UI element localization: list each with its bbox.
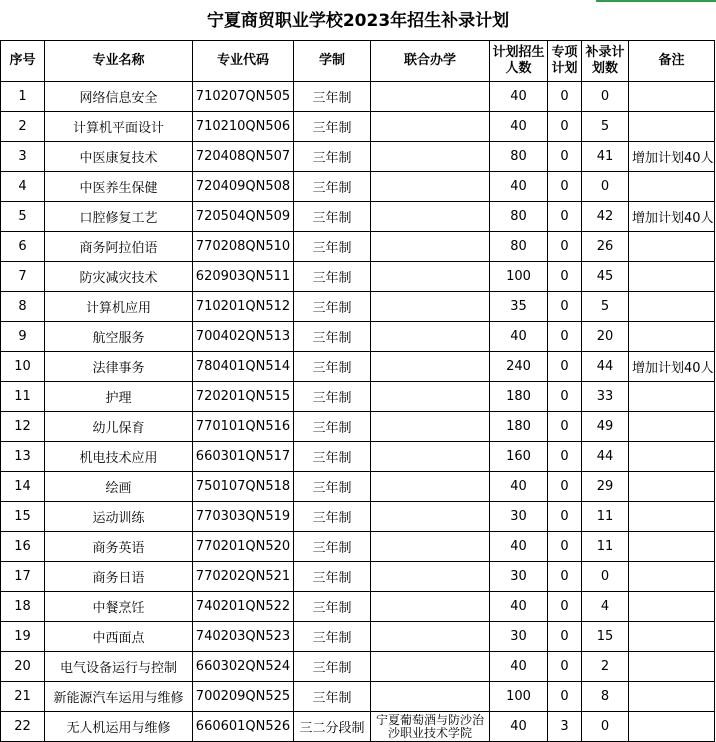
cell-remark (629, 382, 715, 412)
cell-duration: 三年制 (294, 262, 371, 292)
cell-planned: 40 (490, 472, 548, 502)
cell-joint (371, 262, 490, 292)
table-row (1, 592, 715, 622)
cell-major: 商务日语 (45, 562, 193, 592)
header-supplement: 补录计划数 (582, 41, 629, 82)
table-row (1, 232, 715, 262)
cell-duration: 三年制 (294, 562, 371, 592)
cell-code: 780401QN514 (193, 352, 294, 382)
table-row (1, 352, 715, 382)
table-row (1, 112, 715, 142)
header-duration: 学制 (294, 41, 371, 82)
cell-joint (371, 412, 490, 442)
cell-supplement: 4 (582, 592, 629, 622)
cell-code: 710207QN505 (193, 82, 294, 112)
cell-code: 720504QN509 (193, 202, 294, 232)
cell-joint (371, 112, 490, 142)
cell-supplement: 8 (582, 682, 629, 712)
cell-planned: 80 (490, 202, 548, 232)
cell-planned: 100 (490, 262, 548, 292)
cell-planned: 40 (490, 172, 548, 202)
cell-duration: 三年制 (294, 442, 371, 472)
table-row (1, 442, 715, 472)
cell-seq: 22 (1, 712, 45, 742)
cell-major: 中医康复技术 (45, 142, 193, 172)
cell-duration: 三年制 (294, 532, 371, 562)
cell-seq: 6 (1, 232, 45, 262)
cell-duration: 三年制 (294, 352, 371, 382)
cell-code: 620903QN511 (193, 262, 294, 292)
cell-planned: 30 (490, 502, 548, 532)
cell-joint (371, 472, 490, 502)
cell-seq: 8 (1, 292, 45, 322)
cell-joint (371, 232, 490, 262)
cell-duration: 三年制 (294, 82, 371, 112)
cell-special: 0 (548, 502, 582, 532)
cell-seq: 21 (1, 682, 45, 712)
cell-joint (371, 622, 490, 652)
cell-remark (629, 262, 715, 292)
cell-code: 720409QN508 (193, 172, 294, 202)
cell-seq: 2 (1, 112, 45, 142)
cell-special: 0 (548, 592, 582, 622)
cell-major: 商务阿拉伯语 (45, 232, 193, 262)
cell-joint (371, 322, 490, 352)
header-planned: 计划招生人数 (490, 41, 548, 82)
cell-special: 0 (548, 352, 582, 382)
cell-remark (629, 502, 715, 532)
cell-seq: 5 (1, 202, 45, 232)
cell-planned: 30 (490, 622, 548, 652)
cell-planned: 180 (490, 412, 548, 442)
cell-remark (629, 82, 715, 112)
cell-planned: 35 (490, 292, 548, 322)
cell-seq: 12 (1, 412, 45, 442)
cell-supplement: 44 (582, 442, 629, 472)
cell-special: 0 (548, 652, 582, 682)
cell-seq: 17 (1, 562, 45, 592)
table-row (1, 202, 715, 232)
cell-joint (371, 592, 490, 622)
cell-seq: 14 (1, 472, 45, 502)
cell-planned: 40 (490, 82, 548, 112)
cell-seq: 11 (1, 382, 45, 412)
table-row (1, 292, 715, 322)
cell-supplement: 15 (582, 622, 629, 652)
cell-joint (371, 532, 490, 562)
cell-major: 运动训练 (45, 502, 193, 532)
cell-special: 0 (548, 202, 582, 232)
cell-seq: 19 (1, 622, 45, 652)
cell-planned: 240 (490, 352, 548, 382)
cell-special: 0 (548, 322, 582, 352)
cell-duration: 三年制 (294, 652, 371, 682)
cell-planned: 40 (490, 532, 548, 562)
cell-duration: 三年制 (294, 502, 371, 532)
cell-code: 710210QN506 (193, 112, 294, 142)
cell-code: 700209QN525 (193, 682, 294, 712)
cell-major: 航空服务 (45, 322, 193, 352)
cell-duration: 三年制 (294, 412, 371, 442)
cell-duration: 三年制 (294, 322, 371, 352)
cell-joint (371, 202, 490, 232)
table-row (1, 82, 715, 112)
cell-code: 660601QN526 (193, 712, 294, 742)
cell-remark (629, 592, 715, 622)
cell-planned: 40 (490, 592, 548, 622)
cell-duration: 三年制 (294, 172, 371, 202)
cell-seq: 1 (1, 82, 45, 112)
cell-planned: 40 (490, 712, 548, 742)
cell-supplement: 11 (582, 532, 629, 562)
cell-joint (371, 352, 490, 382)
cell-remark (629, 412, 715, 442)
cell-special: 0 (548, 682, 582, 712)
cell-remark (629, 712, 715, 742)
cell-seq: 15 (1, 502, 45, 532)
cell-major: 护理 (45, 382, 193, 412)
cell-supplement: 0 (582, 562, 629, 592)
cell-remark (629, 442, 715, 472)
cell-code: 700402QN513 (193, 322, 294, 352)
cell-special: 0 (548, 82, 582, 112)
cell-planned: 30 (490, 562, 548, 592)
cell-remark (629, 172, 715, 202)
cell-duration: 三年制 (294, 682, 371, 712)
cell-special: 0 (548, 532, 582, 562)
cell-planned: 180 (490, 382, 548, 412)
cell-remark (629, 652, 715, 682)
cell-seq: 9 (1, 322, 45, 352)
accent-line (596, 0, 716, 2)
cell-major: 商务英语 (45, 532, 193, 562)
cell-supplement: 11 (582, 502, 629, 532)
cell-major: 无人机运用与维修 (45, 712, 193, 742)
cell-remark (629, 562, 715, 592)
cell-code: 720201QN515 (193, 382, 294, 412)
cell-code: 740201QN522 (193, 592, 294, 622)
cell-remark: 增加计划40人 (629, 202, 715, 232)
cell-major: 防灾减灾技术 (45, 262, 193, 292)
cell-remark (629, 532, 715, 562)
cell-supplement: 5 (582, 112, 629, 142)
cell-supplement: 29 (582, 472, 629, 502)
cell-seq: 4 (1, 172, 45, 202)
table-row (1, 472, 715, 502)
cell-joint: 宁夏葡萄酒与防沙治沙职业技术学院 (371, 712, 490, 742)
enrollment-table (0, 40, 715, 742)
cell-remark: 增加计划40人 (629, 142, 715, 172)
cell-major: 中西面点 (45, 622, 193, 652)
cell-code: 660302QN524 (193, 652, 294, 682)
cell-duration: 三年制 (294, 202, 371, 232)
cell-supplement: 0 (582, 82, 629, 112)
header-joint: 联合办学 (371, 41, 490, 82)
cell-special: 0 (548, 292, 582, 322)
cell-planned: 40 (490, 652, 548, 682)
cell-special: 0 (548, 562, 582, 592)
cell-remark (629, 292, 715, 322)
header-remark: 备注 (629, 41, 715, 82)
cell-seq: 13 (1, 442, 45, 472)
cell-supplement: 5 (582, 292, 629, 322)
cell-special: 0 (548, 442, 582, 472)
cell-major: 计算机平面设计 (45, 112, 193, 142)
cell-supplement: 42 (582, 202, 629, 232)
cell-major: 绘画 (45, 472, 193, 502)
cell-special: 0 (548, 262, 582, 292)
cell-joint (371, 172, 490, 202)
cell-joint (371, 502, 490, 532)
cell-duration: 三年制 (294, 622, 371, 652)
cell-code: 710201QN512 (193, 292, 294, 322)
table-row (1, 382, 715, 412)
cell-planned: 100 (490, 682, 548, 712)
cell-joint (371, 382, 490, 412)
table-row (1, 322, 715, 352)
cell-major: 中餐烹饪 (45, 592, 193, 622)
cell-supplement: 44 (582, 352, 629, 382)
cell-code: 770208QN510 (193, 232, 294, 262)
cell-major: 新能源汽车运用与维修 (45, 682, 193, 712)
cell-planned: 40 (490, 322, 548, 352)
cell-supplement: 0 (582, 172, 629, 202)
cell-code: 720408QN507 (193, 142, 294, 172)
cell-major: 中医养生保健 (45, 172, 193, 202)
table-row (1, 652, 715, 682)
table-row (1, 262, 715, 292)
cell-remark (629, 622, 715, 652)
table-row (1, 622, 715, 652)
cell-joint (371, 82, 490, 112)
cell-code: 740203QN523 (193, 622, 294, 652)
cell-major: 幼儿保育 (45, 412, 193, 442)
cell-supplement: 0 (582, 712, 629, 742)
header-major: 专业名称 (45, 41, 193, 82)
cell-code: 750107QN518 (193, 472, 294, 502)
cell-remark (629, 322, 715, 352)
table-row (1, 412, 715, 442)
cell-duration: 三年制 (294, 382, 371, 412)
cell-duration: 三年制 (294, 112, 371, 142)
cell-code: 770201QN520 (193, 532, 294, 562)
cell-supplement: 20 (582, 322, 629, 352)
cell-seq: 18 (1, 592, 45, 622)
cell-planned: 80 (490, 142, 548, 172)
table-row (1, 142, 715, 172)
cell-joint (371, 442, 490, 472)
cell-duration: 三年制 (294, 142, 371, 172)
cell-joint (371, 142, 490, 172)
cell-special: 3 (548, 712, 582, 742)
cell-code: 770303QN519 (193, 502, 294, 532)
cell-code: 770101QN516 (193, 412, 294, 442)
table-row (1, 502, 715, 532)
cell-joint (371, 682, 490, 712)
cell-supplement: 41 (582, 142, 629, 172)
cell-remark: 增加计划40人 (629, 352, 715, 382)
cell-joint (371, 652, 490, 682)
cell-planned: 40 (490, 112, 548, 142)
table-row (1, 532, 715, 562)
cell-planned: 160 (490, 442, 548, 472)
cell-supplement: 26 (582, 232, 629, 262)
cell-supplement: 49 (582, 412, 629, 442)
cell-remark (629, 112, 715, 142)
cell-remark (629, 232, 715, 262)
cell-duration: 三年制 (294, 472, 371, 502)
cell-joint (371, 562, 490, 592)
cell-special: 0 (548, 142, 582, 172)
cell-major: 计算机应用 (45, 292, 193, 322)
cell-special: 0 (548, 232, 582, 262)
cell-seq: 10 (1, 352, 45, 382)
table-row (1, 172, 715, 202)
cell-code: 660301QN517 (193, 442, 294, 472)
cell-special: 0 (548, 472, 582, 502)
header-special: 专项计划 (548, 41, 582, 82)
cell-duration: 三年制 (294, 232, 371, 262)
table-row (1, 562, 715, 592)
page-title: 宁夏商贸职业学校2023年招生补录计划 (206, 11, 510, 31)
cell-remark (629, 472, 715, 502)
table-row (1, 682, 715, 712)
header-row (1, 41, 715, 82)
cell-major: 机电技术应用 (45, 442, 193, 472)
cell-major: 法律事务 (45, 352, 193, 382)
cell-supplement: 33 (582, 382, 629, 412)
cell-seq: 3 (1, 142, 45, 172)
cell-code: 770202QN521 (193, 562, 294, 592)
header-seq: 序号 (1, 41, 45, 82)
header-code: 专业代码 (193, 41, 294, 82)
cell-remark (629, 682, 715, 712)
cell-major: 口腔修复工艺 (45, 202, 193, 232)
cell-seq: 16 (1, 532, 45, 562)
cell-planned: 80 (490, 232, 548, 262)
cell-duration: 三年制 (294, 592, 371, 622)
cell-special: 0 (548, 622, 582, 652)
cell-special: 0 (548, 172, 582, 202)
table-row (1, 712, 715, 742)
cell-duration: 三二分段制 (294, 712, 371, 742)
cell-duration: 三年制 (294, 292, 371, 322)
cell-special: 0 (548, 382, 582, 412)
cell-special: 0 (548, 112, 582, 142)
cell-special: 0 (548, 412, 582, 442)
cell-supplement: 2 (582, 652, 629, 682)
cell-major: 电气设备运行与控制 (45, 652, 193, 682)
cell-joint (371, 292, 490, 322)
cell-supplement: 45 (582, 262, 629, 292)
cell-major: 网络信息安全 (45, 82, 193, 112)
cell-seq: 7 (1, 262, 45, 292)
cell-seq: 20 (1, 652, 45, 682)
